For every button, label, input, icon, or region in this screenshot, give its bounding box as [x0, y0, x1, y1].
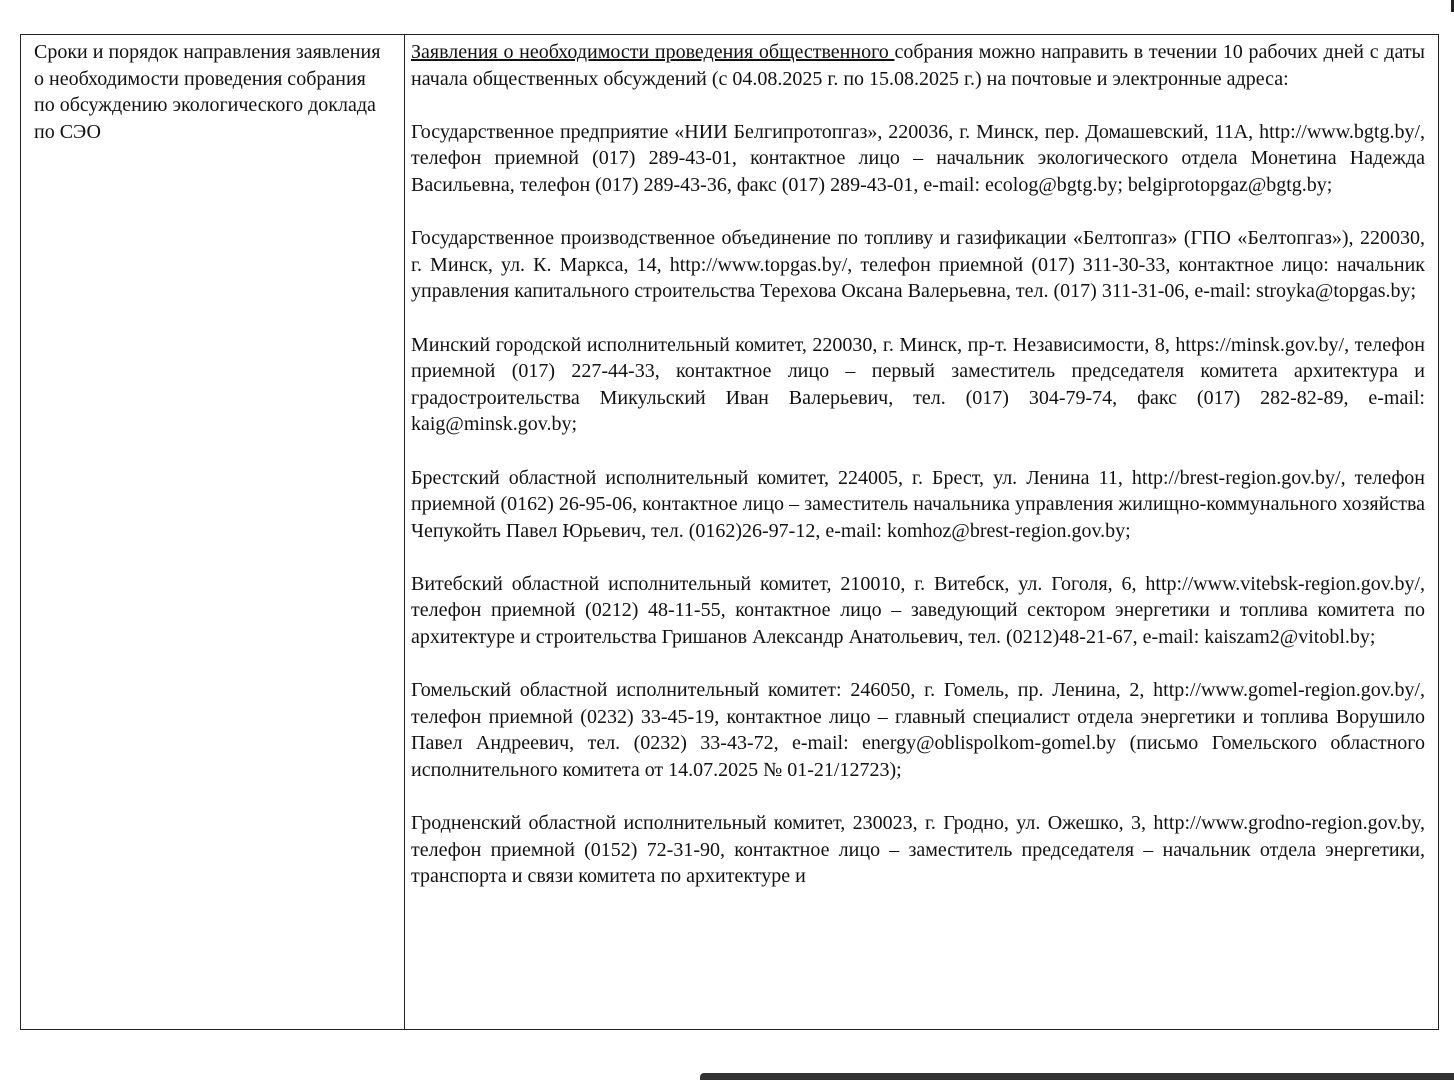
intro-underlined-text: Заявления о необходимости проведения общественного [411, 41, 895, 63]
info-table [20, 34, 1439, 1030]
contact-vitebsk-region: Витебский областной исполнительный комитет, 210010, г. Витебск, ул. Гоголя, 6, http://www.vitebsk-region.gov.by/, телефон приемной (0212) 48-11-55, контактное лицо – заведующий сектором энергетики и топлива комитета по архитектуре и строительства Гришанов Александр Анатольевич, тел. (0212)48-21-67, e-mail: kaiszam2@vitobl.by; [411, 572, 1425, 649]
contact-brest-region: Брестский областной исполнительный комитет, 224005, г. Брест, ул. Ленина 11, http://brest-region.gov.by/, телефон приемной (0162) 26-95-06, контактное лицо – заместитель начальника управления жилищно-коммунального хозяйства Чепукойть Павел Юрьевич, тел. (0162)26-97-12, e-mail: komhoz@brest-region.gov.by; [411, 466, 1425, 542]
contact-bgtg: Государственное предприятие «НИИ Белгипротопгаз», 220036, г. Минск, пер. Домашевский, 11А, http://www.bgtg.by/, телефон приемной (017) 289-43-01, контактное лицо – начальник экологического отдела Монетина Надежда Васильевна, телефон (017) 289-43-36, факс (017) 289-43-01, e-mail: ecolog@bgtg.by; belgiprotopgaz@bgtg.by; [411, 120, 1425, 196]
scan-bottom-shadow [700, 1073, 1454, 1080]
column-divider [404, 35, 405, 1029]
contact-minsk-city: Минский городской исполнительный комитет, 220030, г. Минск, пр-т. Независимости, 8, https://minsk.gov.by/, телефон приемной (017) 227-44-33, контактное лицо – первый заместитель председателя комитета архитектура и градостроительства Микульский Иван Валерьевич, тел. (017) 304-79-74, факс (017) 282-82-89, e-mail: kaig@minsk.gov.by; [411, 333, 1425, 436]
intro-text: собрания можно направить в течении 10 рабочих дней с даты начала общественных обсуждений (с 04.08.2025 г. по 15.08.2025 г.) на почтовые и электронные адреса: [411, 41, 1425, 90]
intro-paragraph [411, 39, 1425, 92]
contact-gomel-region: Гомельский областной исполнительный комитет: 246050, г. Гомель, пр. Ленина, 2, http://www.gomel-region.gov.by/, телефон приемной (0232) 33-45-19, контактное лицо – главный специалист отдела энергетики и топлива Ворушило Павел Андреевич, тел. (0232) 33-43-72, e-mail: energy@oblispolkom-gomel.by (письмо Гомельского областного исполнительного комитета от 14.07.2025 № 01-21/12723); [411, 679, 1425, 782]
contact-grodno-region: Гродненский областной исполнительный комитет, 230023, г. Гродно, ул. Ожешко, 3, http://www.grodno-region.gov.by, телефон приемной (0152) 72-31-90, контактное лицо – заместитель председателя – начальник отдела энергетики, транспорта и связи комитета по архитектуре и [411, 812, 1425, 888]
contact-beltopgaz: Государственное производственное объединение по топливу и газификации «Белтопгаз» (ГПО «Белтопгаз»), 220030, г. Минск, ул. К. Маркса, 14, http://www.topgas.by/, телефон приемной (017) 311-30-33, контактное лицо: начальник управления капитального строительства Терехова Оксана Валерьевна, тел. (017) 311-31-06, e-mail: stroyka@topgas.by; [411, 227, 1425, 303]
row-label-cell: Сроки и порядок направления заявления о необходимости проведения собрания по обсуждению экологического доклада по СЭО [34, 41, 381, 143]
row-content-cell [411, 39, 1425, 890]
